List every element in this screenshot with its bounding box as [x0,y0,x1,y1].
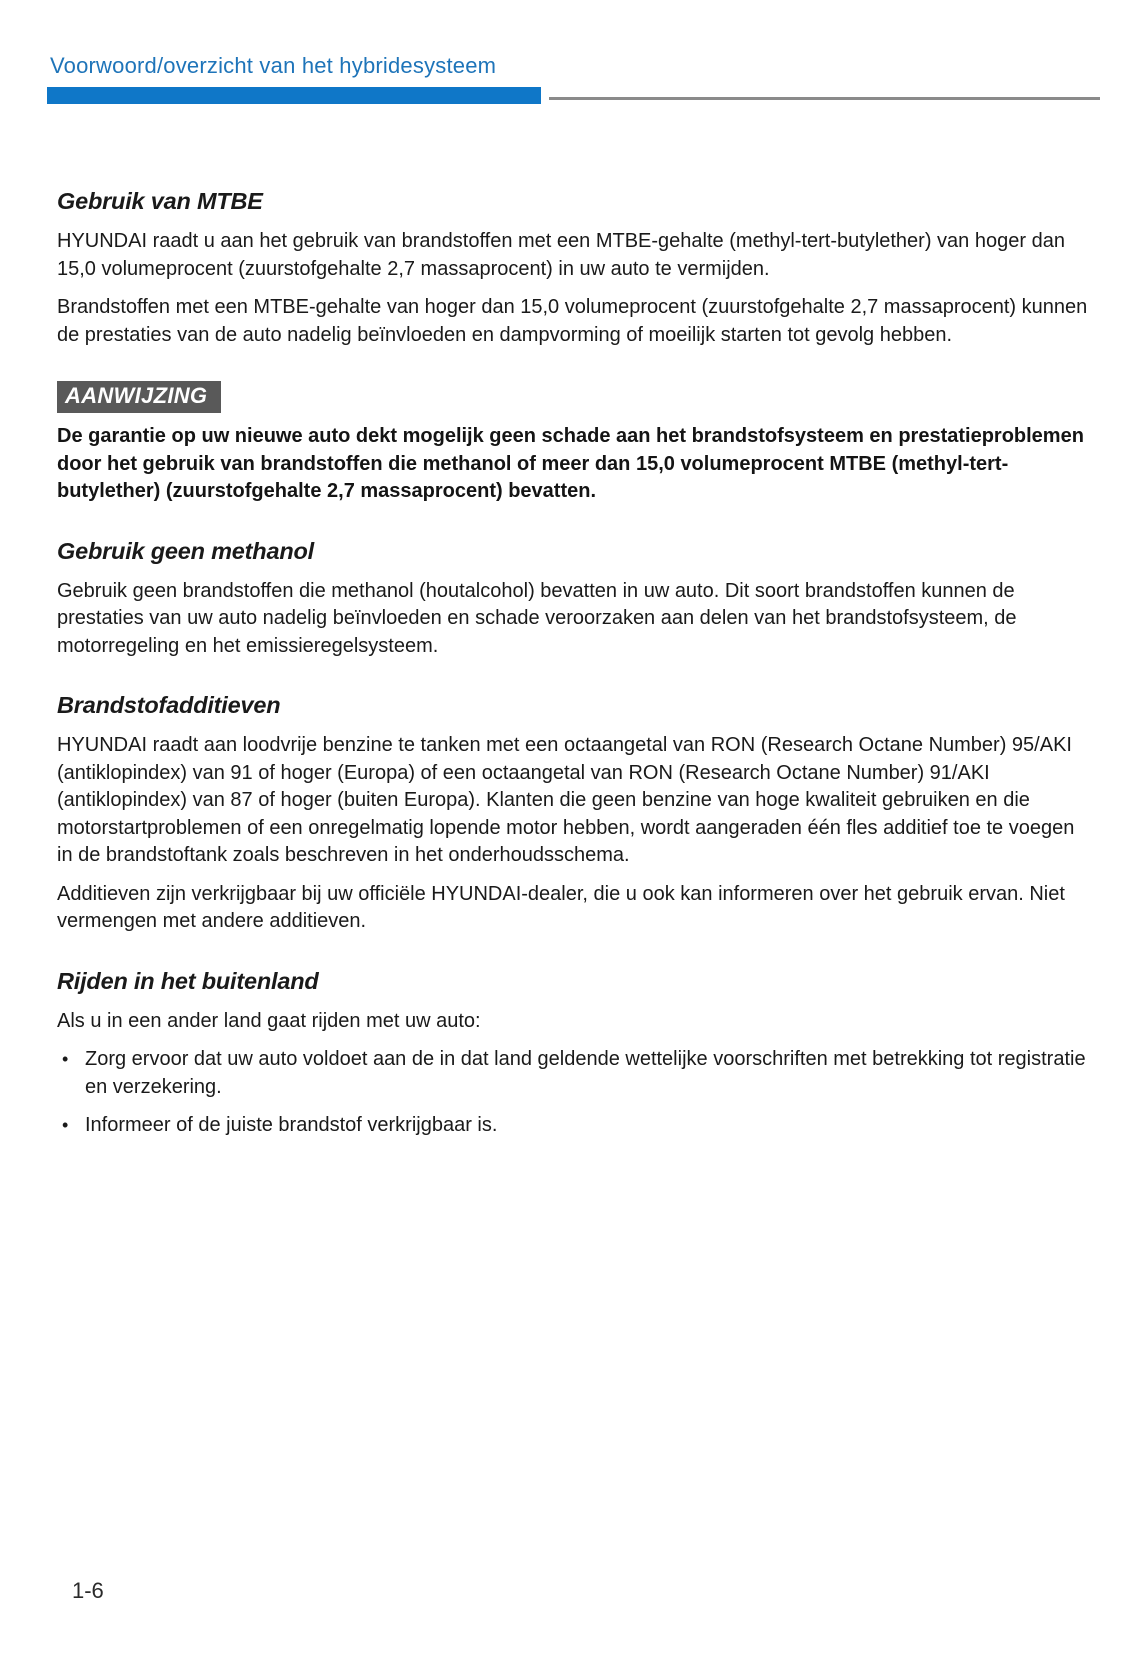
section-rijden-in-het-buitenland [57,968,1089,1140]
section-gebruik-van-mtbe [57,188,1089,349]
section-heading: Rijden in het buitenland [57,967,319,994]
list-item [57,1046,1089,1101]
paragraph: Als u in een ander land gaat rijden met uw auto: [57,1009,481,1032]
bullet-list [57,1046,1089,1140]
paragraph: Brandstoffen met een MTBE-gehalte van hoger dan 15,0 volumeprocent (zuurstofgehalte 2,7 massaprocent) kunnen de prestaties van de auto nadelig beïnvloeden en dampvorming of moeilijk starten tot gevolg hebben. [57,296,1088,346]
paragraph: HYUNDAI raadt aan loodvrije benzine te tanken met een octaangetal van RON (Research Octane Number) 95/AKI (antiklopindex) van 91 of hoger (Europa) of een octaangetal van RON (Research Octane Number) 91/AKI (antiklopindex) van 87 of hoger (buiten Europa). Klanten die geen benzine van hoge kwaliteit gebruiken en die motorstartproblemen of een onregelmatig lopende motor hebben, wordt aangeraden één fles additief toe te voegen in de brandstoftank zoals beschreven in het onderhoudsschema. [57,734,1075,866]
list-item-text: Zorg ervoor dat uw auto voldoet aan de in dat land geldende wettelijke voorschriften met betrekking tot registratie en verzekering. [85,1048,1086,1098]
notice-block [57,381,1089,506]
page-number: 1-6 [72,1578,104,1603]
section-gebruik-geen-methanol [57,538,1089,661]
bullet-icon: • [62,1049,69,1069]
section-heading: Gebruik van MTBE [57,188,263,214]
notice-label: AANWIJZING [57,381,221,413]
page-content [57,188,1089,1151]
header-accent-bar [47,87,541,104]
paragraph: Additieven zijn verkrijgbaar bij uw officiële HYUNDAI-dealer, die u ook kan informeren over het gebruik ervan. Niet vermengen met andere additieven. [57,882,1065,932]
section-heading: Gebruik geen methanol [57,537,314,564]
paragraph: HYUNDAI raadt u aan het gebruik van brandstoffen met een MTBE-gehalte (methyl-tert-butylether) van hoger dan 15,0 volumeprocent (zuurstofgehalte 2,7 massaprocent) in uw auto te vermijden. [57,230,1065,280]
header-divider-line [549,97,1100,100]
list-item [57,1112,1089,1140]
notice-body: De garantie op uw nieuwe auto dekt mogelijk geen schade aan het brandstofsysteem en prestatieproblemen door het gebruik van brandstoffen die methanol of meer dan 15,0 volumeprocent MTBE (methyl-tert-butylether) (zuurstofgehalte 2,7 massaprocent) bevatten. [57,425,1084,502]
section-brandstofadditieven [57,692,1089,936]
section-heading: Brandstofadditieven [57,692,281,718]
bullet-icon: • [62,1115,69,1135]
list-item-text: Informeer of de juiste brandstof verkrijgbaar is. [85,1114,498,1136]
chapter-header-title: Voorwoord/overzicht van het hybridesysteem [50,53,497,78]
paragraph: Gebruik geen brandstoffen die methanol (houtalcohol) bevatten in uw auto. Dit soort brandstoffen kunnen de prestaties van uw auto nadelig beïnvloeden en schade veroorzaken aan delen van het brandstofsysteem, de motorregeling en het emissieregelsysteem. [57,579,1017,657]
